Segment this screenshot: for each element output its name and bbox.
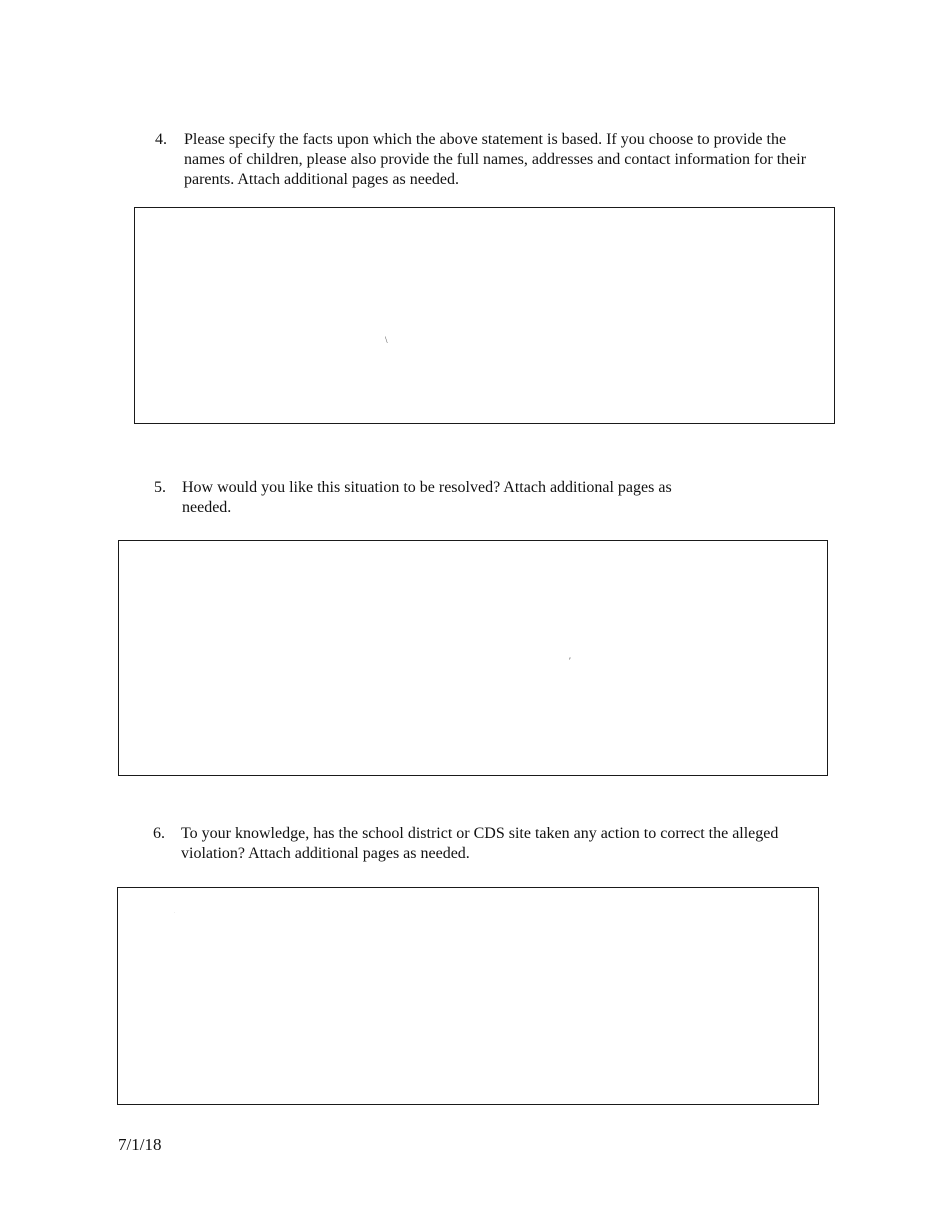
scan-speck: \ (385, 335, 388, 345)
question-4-number: 4. (155, 131, 167, 148)
question-6-number: 6. (153, 825, 165, 842)
question-6-answer-box[interactable] (117, 887, 819, 1105)
scan-speck: ′ (569, 656, 571, 666)
question-6-text: To your knowledge, has the school district or CDS site taken any action to correct the alleged violation? Attach additional pages as needed. (181, 825, 779, 862)
revision-date: 7/1/18 (118, 1135, 162, 1154)
question-5-text: How would you like this situation to be resolved? Attach additional pages as needed. (182, 479, 672, 516)
question-4-answer-box[interactable] (134, 207, 835, 424)
question-5-number: 5. (154, 479, 166, 496)
question-4-text: Please specify the facts upon which the above statement is based. If you choose to provide the names of children, please also provide the full names, addresses and contact information for their parents. Attach additional pages as needed. (184, 131, 807, 188)
scan-speck: · (174, 910, 176, 915)
question-5-answer-box[interactable] (118, 540, 828, 776)
